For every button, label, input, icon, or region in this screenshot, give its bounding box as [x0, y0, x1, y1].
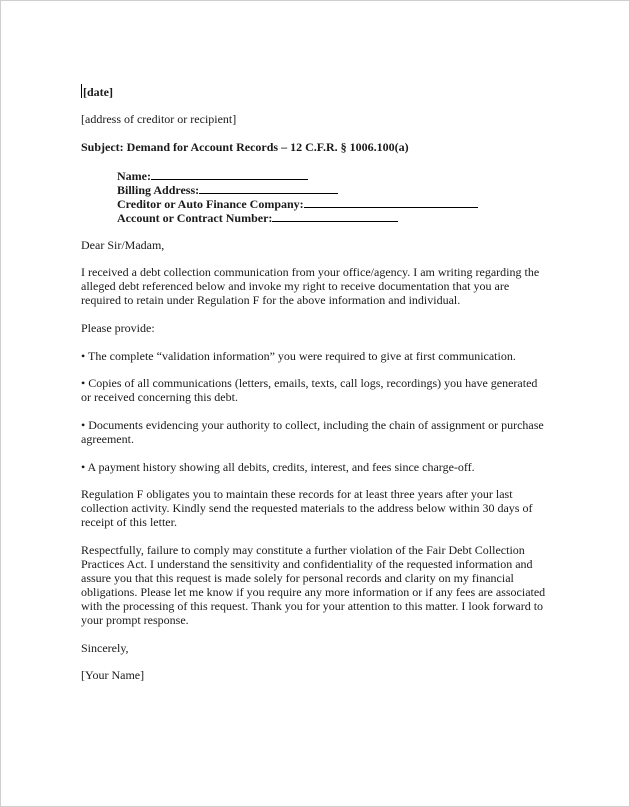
text-line: alleged debt referenced below and invoke my right to receive documentation that you are	[81, 279, 510, 293]
field-label: Name:	[117, 169, 151, 183]
name-placeholder: [Your Name]	[81, 668, 145, 682]
text-line: Practices Act. I understand the sensitivity and confidentiality of the requested information and	[81, 557, 533, 571]
text-line: agreement.	[81, 432, 134, 446]
text-line: obligations. Please let me know if you require any more information or if any fees are associated	[81, 585, 546, 599]
subject-line: Subject: Demand for Account Records – 12 C.F.R. § 1006.100(a)	[81, 140, 409, 154]
blank-line	[199, 182, 338, 194]
bullet-item	[81, 460, 549, 474]
text-line: • Documents evidencing your authority to collect, including the chain of assignment or purchase	[81, 418, 544, 432]
text-line: Respectfully, failure to comply may constitute a further violation of the Fair Debt Collection	[81, 543, 525, 557]
field-label: Billing Address:	[117, 183, 200, 197]
text-line: required to retain under Regulation F for the above information and individual.	[81, 293, 461, 307]
text-cursor	[81, 84, 82, 98]
blank-line	[151, 168, 308, 180]
date-placeholder: [date]	[83, 85, 113, 99]
text-line: • Copies of all communications (letters, emails, texts, call logs, recordings) you have generated	[81, 376, 538, 390]
text-line: • A payment history showing all debits, credits, interest, and fees since charge-off.	[81, 460, 475, 474]
salutation: Dear Sir/Madam,	[81, 238, 165, 252]
text-line: I received a debt collection communication from your office/agency. I am writing regarding the	[81, 265, 540, 279]
field-name	[117, 168, 547, 182]
bullet-item	[81, 349, 549, 363]
field-creditor	[117, 196, 547, 210]
text-line: with the processing of this request. Thank you for your attention to this matter. I look forward to	[81, 599, 544, 613]
field-billing-address	[117, 182, 547, 196]
text-line: your prompt response.	[81, 613, 189, 627]
blank-line	[272, 210, 398, 222]
text-line: Regulation F obligates you to maintain these records for at least three years after your last	[81, 487, 513, 501]
bullet-item	[81, 376, 549, 404]
account-fields	[117, 168, 547, 224]
field-account-number	[117, 210, 547, 224]
recipient-address-placeholder: [address of creditor or recipient]	[81, 112, 237, 126]
date-line	[81, 84, 113, 99]
text-line: assure you that this request is made solely for personal records and clarity on my financial	[81, 571, 514, 585]
retention-paragraph	[81, 487, 549, 529]
text-line: • The complete “validation information” you were required to give at first communication.	[81, 349, 516, 363]
field-label: Creditor or Auto Finance Company:	[117, 197, 304, 211]
closing-paragraph	[81, 543, 549, 627]
text-line: collection activity. Kindly send the requested materials to the address below within 30 days of	[81, 501, 533, 515]
field-label: Account or Contract Number:	[117, 211, 273, 225]
please-provide-heading: Please provide:	[81, 321, 155, 335]
intro-paragraph	[81, 265, 549, 307]
sign-off: Sincerely,	[81, 641, 129, 655]
text-line: receipt of this letter.	[81, 515, 177, 529]
text-line: or received concerning this debt.	[81, 390, 238, 404]
blank-line	[304, 196, 478, 208]
bullet-item	[81, 418, 549, 446]
